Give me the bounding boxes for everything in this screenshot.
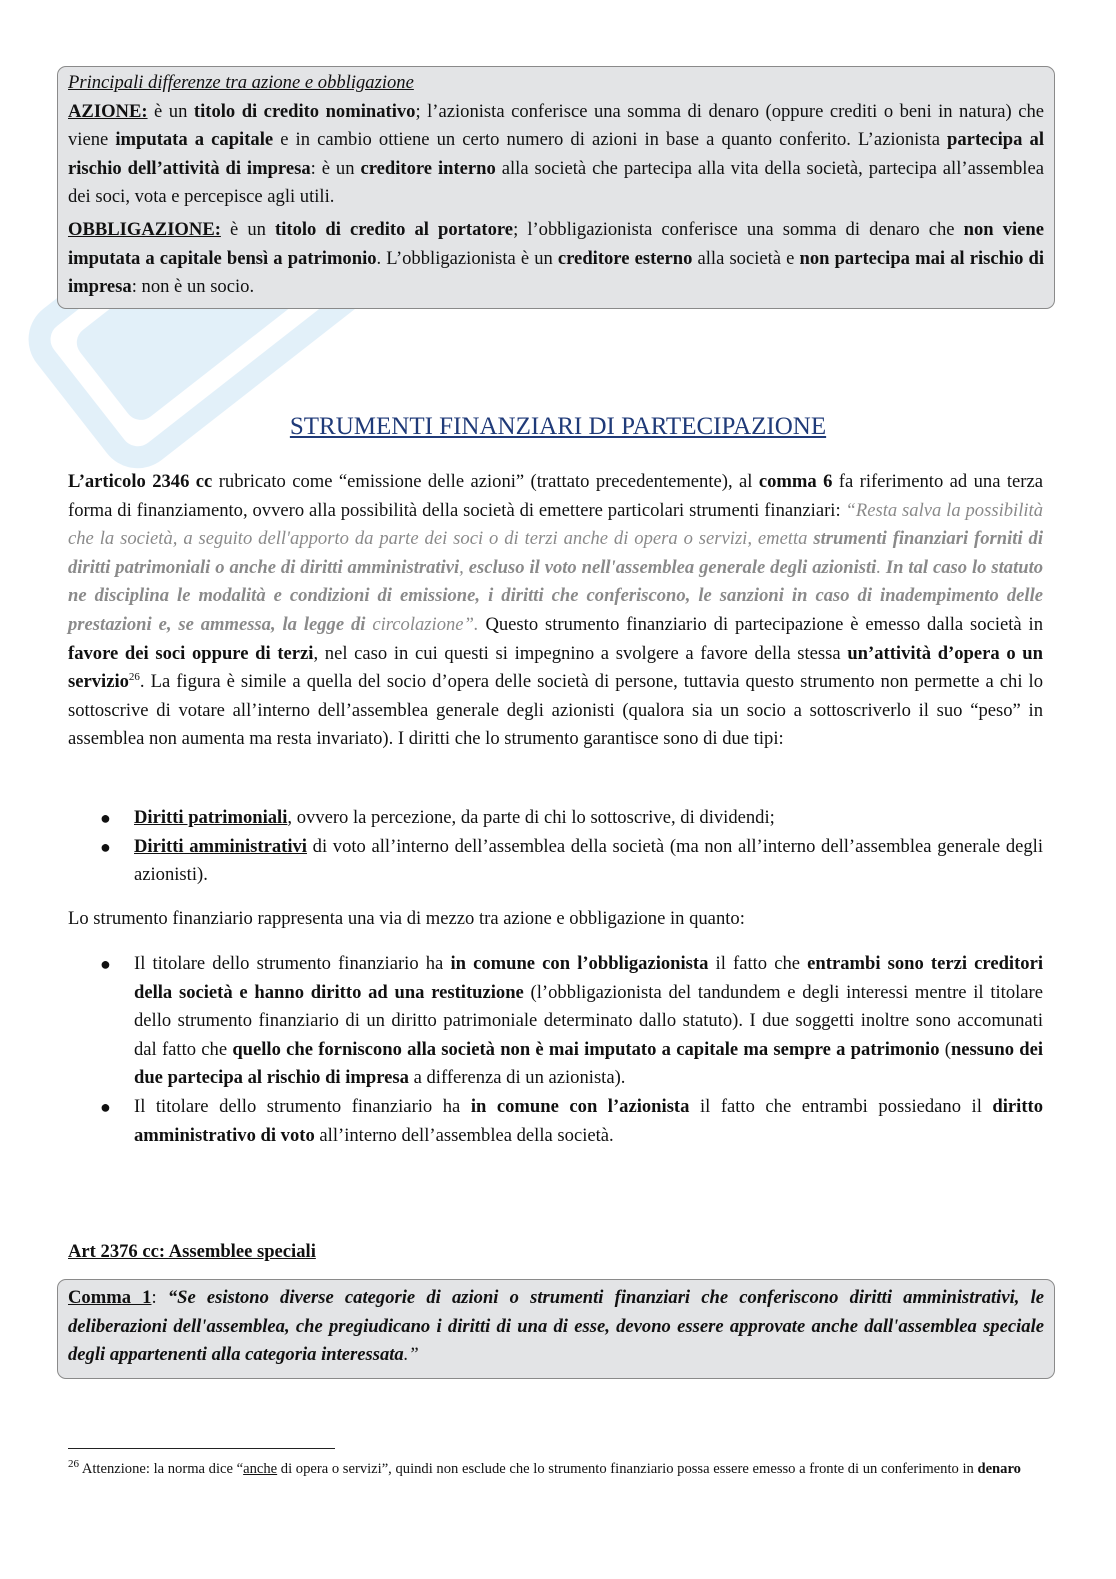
article-quote: “Se esistono diverse categorie di azioni o strumenti finanziari che conferiscono diritti amministrativi, le deliberazioni dell'assemblea, che pregiudicano i diritti di una di esse, devono essere approvate anche dall'assemblea speciale degli appartenenti alla categoria interessata (68, 1287, 1044, 1366)
legal-quote: “Resta salva la possibilità che la società, a seguito dell'apporto da parte dei soci o di terzi anche di opera o servizi, emetta strumenti finanziari forniti di diritti patrimoniali o anche di diritti amministrativi, escluso il voto nell'assemblea generale degli azionisti. In tal caso lo statuto ne disciplina le modalità e condizioni di emissione, i diritti che conferiscono, le sanzioni in caso di inadempimento delle prestazioni e, se ammessa, la legge di circolazione”. (68, 499, 1044, 635)
list-item: ● Diritti patrimoniali, ovvero la percezione, da parte di chi lo sottoscrive, di dividendi; (68, 804, 1043, 833)
bullet-icon: ● (100, 808, 111, 828)
footnote: $^{26}$ Attenzione: la norma dice “anche di opera o servizi”, quindi non esclude che lo strumento finanziario possa essere emesso a fronte di un conferimento in denaro (68, 1458, 1021, 1477)
rights-list (68, 804, 1043, 890)
comma-label: Comma 1 (68, 1287, 152, 1308)
comparison-heading: Principali differenze tra azione e obbligazione (68, 72, 414, 93)
transition-paragraph: Lo strumento finanziario rappresenta una via di mezzo tra azione e obbligazione in quanto: (68, 908, 745, 929)
article-box: Comma 1: “Se esistono diverse categorie di azioni o strumenti finanziari che conferiscono diritti amministrativi, le deliberazioni dell'assemblea, che pregiudicano i diritti di una di esse, devono essere approvate anche dall'assemblea speciale degli appartenenti alla categoria interessata.” (57, 1279, 1055, 1379)
bullet-icon: ● (100, 954, 111, 974)
footnote-ref[interactable]: 26 (128, 670, 140, 683)
list-item: ● Il titolare dello strumento finanziario ha in comune con l’azionista il fatto che entrambi possiedano il diritto amministrativo di voto all’interno dell’assemblea della società. (68, 1093, 1043, 1150)
bullet-icon: ● (100, 1096, 111, 1117)
list-item: ● Diritti amministrativi di voto all’interno dell’assemblea della società (ma non all’interno dell’assemblea generale degli azionisti). (68, 833, 1043, 890)
list-item: ● Il titolare dello strumento finanziario ha in comune con l’obbligazionista il fatto che entrambi sono terzi creditori della società e hanno diritto ad una restituzione (l’obbligazionista del tandundem e degli interessi mentre il titolare dello strumento finanziario di un diritto patrimoniale determinato dallo statuto). I due soggetti inoltre sono accomunati dal fatto che quello che forniscono alla società non è mai imputato a capitale ma sempre a patrimonio (nessuno dei due partecipa al rischio di impresa a differenza di un azionista). (68, 950, 1043, 1093)
footnote-divider (68, 1448, 335, 1449)
comparison-list (68, 950, 1043, 1150)
article-heading: Art 2376 cc: Assemblee speciali (68, 1241, 316, 1262)
bullet-icon: ● (100, 836, 111, 857)
obbligazione-paragraph: OBBLIGAZIONE: è un titolo di credito al portatore; l’obbligazionista conferisce una somma di denaro che non viene imputata a capitale bensì a patrimonio. L’obbligazionista è un creditore esterno alla società e non partecipa mai al rischio di impresa: non è un socio. (68, 218, 1045, 298)
section-title[interactable]: STRUMENTI FINANZIARI DI PARTECIPAZIONE (289, 413, 827, 440)
comparison-box (57, 66, 1055, 309)
intro-paragraph: L’articolo 2346 cc rubricato come “emissione delle azioni” (trattato precedentemente), al comma 6 fa riferimento ad una terza forma di finanziamento, ovvero alla possibilità della società di emettere particolari strumenti finanziari: “Resta salva la possibilità che la società, a seguito dell'apporto da parte dei soci o di terzi anche di opera o servizi, emetta strumenti finanziari forniti di diritti patrimoniali o anche di diritti amministrativi, escluso il voto nell'assemblea generale degli azionisti. In tal caso lo statuto ne disciplina le modalità e condizioni di emissione, i diritti che conferiscono, le sanzioni in caso di inadempimento delle prestazioni e, se ammessa, la legge di circolazione”. Questo strumento finanziario di partecipazione è emesso dalla società in favore dei soci oppure di terzi, nel caso in cui questi si impegnino a svolgere a favore della stessa un’attività d’opera o un servizio$^{26}$. La figura è simile a quella del socio d’opera delle società di persone, tuttavia questo strumento non permette a chi lo sottoscrive di votare all’interno dell’assemblea generale degli azionisti (qualora sia un socio a sottoscriverlo il suo “peso” in assemblea non aumenta ma resta invariato). I diritti che lo strumento garantisce sono di due tipi: (68, 471, 1044, 750)
azione-paragraph: AZIONE: è un titolo di credito nominativo; l’azionista conferisce una somma di denaro (oppure crediti o beni in natura) che viene imputata a capitale e in cambio ottiene un certo numero di azioni in base a quanto conferito. L’azionista partecipa al rischio dell’attività di impresa: è un creditore interno alla società che partecipa alla vita della società, partecipa all’assemblea dei soci, vota e percepisce agli utili. (68, 100, 1044, 208)
